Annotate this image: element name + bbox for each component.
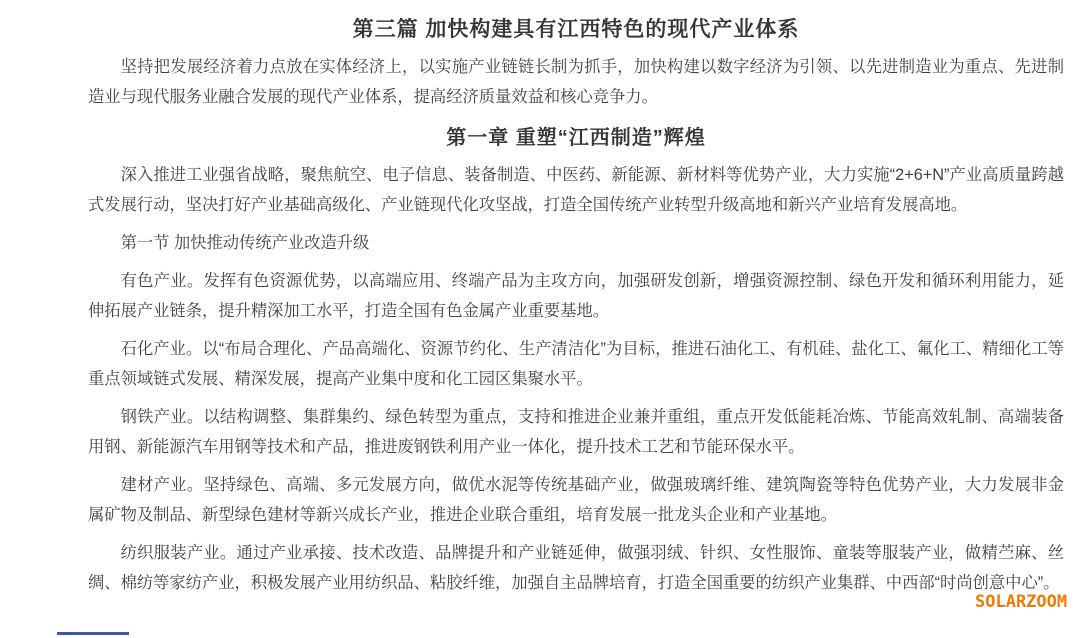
- section-title: 第一节 加快推动传统产业改造升级: [120, 234, 370, 252]
- document-paragraph-nonferrous: 有色产业。发挥有色资源优势，以高端应用、终端产品为主攻方向，加强研发创新，增强资源控制、绿色开发和循环利用能力，延伸拓展产业链条，提升精深加工水平，打造全国有色金属产业重要基地。: [88, 272, 1064, 320]
- document-paragraph-petrochemical: 石化产业。以“布局合理化、产品高端化、资源节约化、生产清洁化”为目标，推进石油化工、有机硅、盐化工、氟化工、精细化工等重点领域链式发展、精深发展，提高产业集中度和化工园区集聚水平。: [88, 340, 1064, 388]
- chapter-title: 第一章 重塑“江西制造”辉煌: [446, 127, 706, 149]
- document-paragraph-steel: 钢铁产业。以结构调整、集群集约、绿色转型为重点，支持和推进企业兼并重组，重点开发低能耗冶炼、节能高效轧制、高端装备用钢、新能源汽车用钢等技术和产品，推进废钢铁利用产业一体化，提升技术工艺和节能环保水平。: [88, 408, 1064, 456]
- document-paragraph-textile: 纺织服装产业。通过产业承接、技术改造、品牌提升和产业链延伸，做强羽绒、针织、女性服饰、童装等服装产业，做精苎麻、丝绸、棉纺等家纺产业，积极发展产业用纺织品、粘胶纤维，加强自主品牌培育，打造全国重要的纺织产业集群、中西部“时尚创意中心”。: [88, 544, 1064, 592]
- part-title: 第三篇 加快构建具有江西特色的现代产业体系: [352, 18, 800, 41]
- document-page: [88, 0, 1064, 606]
- document-paragraph-building-materials: 建材产业。坚持绿色、高端、多元发展方向，做优水泥等传统基础产业，做强玻璃纤维、建筑陶瓷等特色优势产业，大力发展非金属矿物及制品、新型绿色建材等新兴成长产业，推进企业联合重组，培育发展一批龙头企业和产业基地。: [88, 476, 1064, 524]
- blue-line-fragment: [57, 632, 129, 635]
- solarzoom-watermark: SOLARZOOM: [975, 592, 1068, 612]
- intro-paragraph: 坚持把发展经济着力点放在实体经济上，以实施产业链链长制为抓手，加快构建以数字经济为引领、以先进制造业为重点、先进制造业与现代服务业融合发展的现代产业体系，提高经济质量效益和核心竞争力。: [88, 58, 1064, 106]
- chapter-intro-paragraph: 深入推进工业强省战略，聚焦航空、电子信息、装备制造、中医药、新能源、新材料等优势产业，大力实施“2+6+N”产业高质量跨越式发展行动，坚决打好产业基础高级化、产业链现代化攻坚战，打造全国传统产业转型升级高地和新兴产业培育发展高地。: [88, 166, 1064, 214]
